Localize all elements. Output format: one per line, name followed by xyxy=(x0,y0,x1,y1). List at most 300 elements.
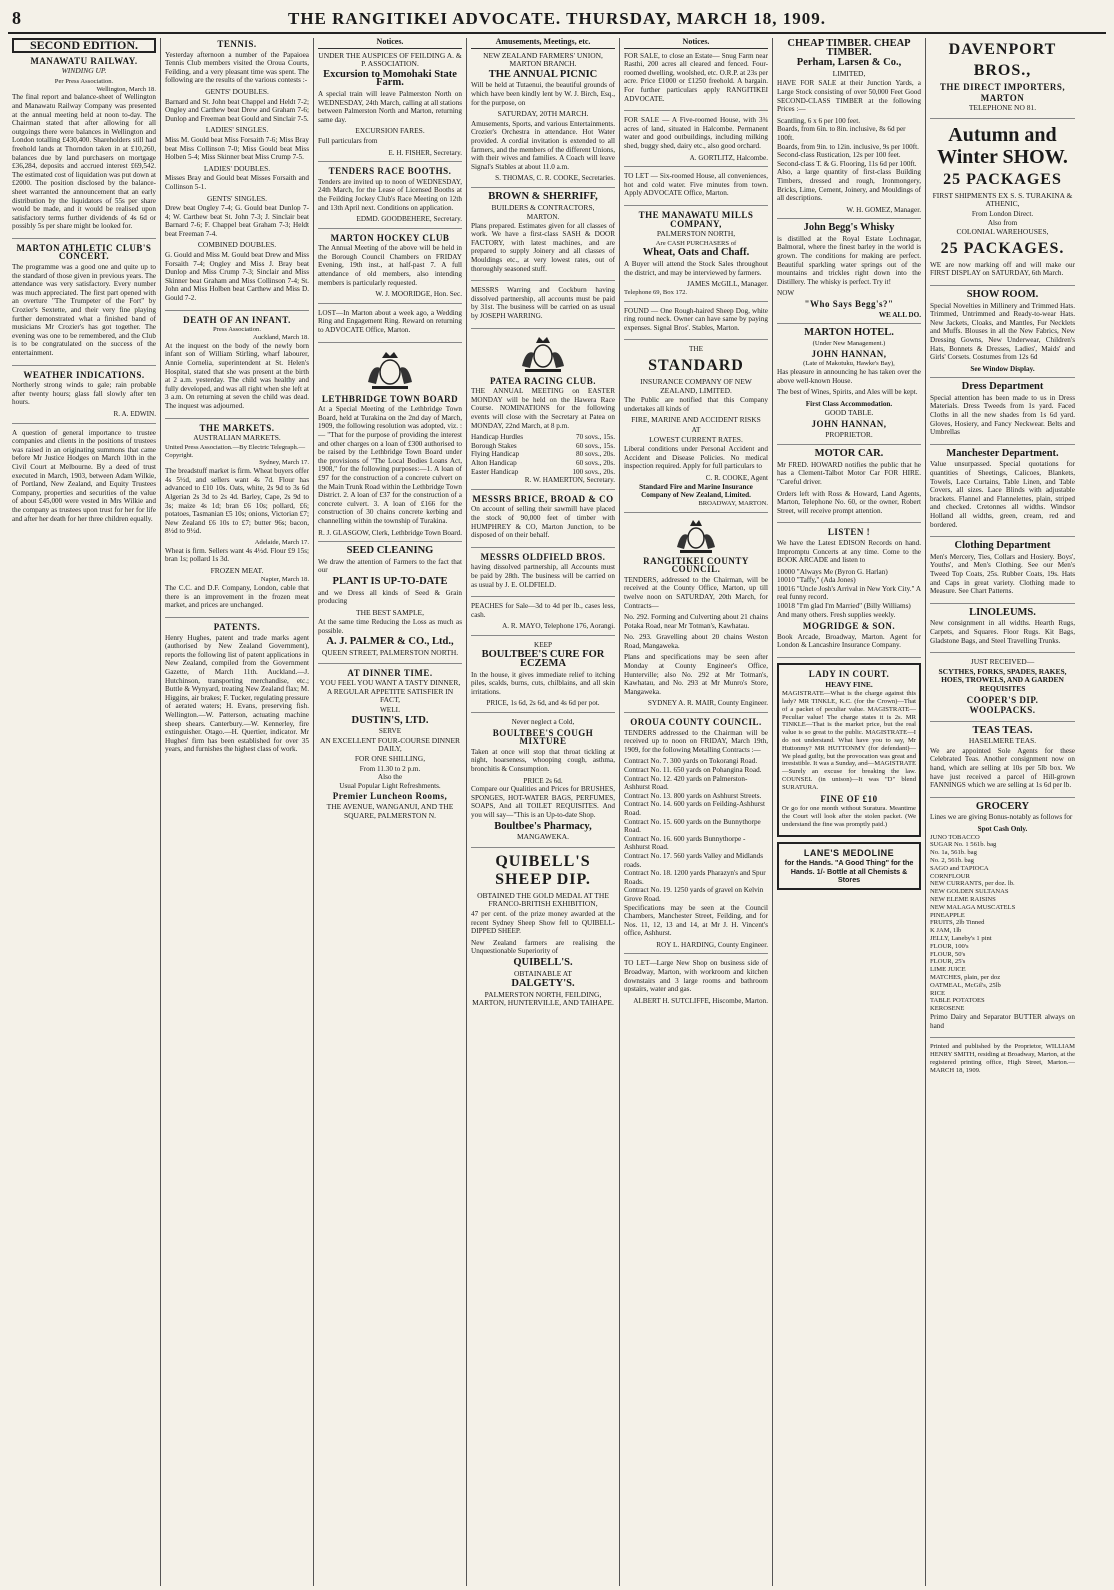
contract-item: Contract No. 17. 560 yards Valley and Midlands roads. xyxy=(624,851,764,869)
ad-signature: C. R. COOKE, Agent xyxy=(705,473,768,482)
ad-standard-insurance xyxy=(624,345,768,512)
imprint-text: Printed and published by the Proprietor, WILLIAM HENRY SMITH, residing at Broadway, Marton, at the registered printing office, High Street, Marton.—MARCH 18, 1909. xyxy=(930,1043,1075,1074)
ad-kicker: THE xyxy=(689,345,703,354)
article-title: THE MARKETS. xyxy=(199,422,275,433)
article-title: WEATHER INDICATIONS. xyxy=(23,369,145,380)
ad-subtitle: BUILDERS & CONTRACTORS, xyxy=(491,202,595,212)
ad-label: AT xyxy=(691,426,701,434)
ad-oldfield xyxy=(471,553,615,597)
record-item: 10000 "Always Me (Byron G. Harlan) xyxy=(777,567,888,576)
ad-body: In the house, it gives immediate relief to itching piles, scalds, burns, cuts, chilblains, and all skin irritations. xyxy=(471,670,615,696)
section-body: Barnard and St. John beat Chappel and Heldt 7-2; Ongley and Carthew beat Drew and Graham 7-6; Dunlop and Freeman beat Gould and Sinclair 7-5. xyxy=(165,97,309,123)
ad-body: PEACHES for Sale—3d to 4d per lb., cases less, cash. xyxy=(471,602,615,619)
ad-title: DAVENPORT xyxy=(948,41,1057,58)
ad-quibell-sheep-dip xyxy=(471,853,615,1013)
ad-company: Boultbee's Pharmacy, xyxy=(494,820,592,832)
ad-body: At a Special Meeting of the Lethbridge Town Board, held at Turakina on the 2nd day of March, 1909, the following resolution was adopted, viz. :— "That for the purpose of providing the interest and other charges on a loan of £300 authorised to be raised by the Lethbridge Town Board under the provisions of "The Local Bodies Loans Act, 1908," for the following purposes:—1. A loan of £97 for the construction of a concrete culvert on the Main Trunk Road within the Lethbridge Town District. 2. A loan of £37 for the construction of a concrete culvert. 3. A loan of £166 for the construction of 30 chains concrete kerbing and channelling within the township of Turakina. xyxy=(318,405,462,525)
ad-show-room xyxy=(930,288,1075,378)
section-body: Drew beat Ongley 7-4; G. Gould beat Dunlop 7-4; W. Carthew beat St. John 7-3; J. Sinclair beat Barnard 7-6; F. Chappel beat Graham 7-3; Heldt beat Freeman 7-4. xyxy=(165,204,309,238)
ad-price: PRICE, 1s 6d, 2s 6d, and 4s 6d per pot. xyxy=(486,699,600,708)
ad-label: PROPRIETOR. xyxy=(825,429,873,439)
ad-body: From London Direct. xyxy=(971,209,1034,218)
article-dateline: Wellington, March 18. xyxy=(96,85,156,93)
ad-body: Plans prepared. Estimates given for all classes of work. We have a first-class SASH & DOOR FACTORY, with latest machines, and are prepared to supply Joinery and all classes of Mouldings etc., at very lowest rates, out of thoroughly seasoned stuff. xyxy=(471,221,615,273)
section-label: GENTS' DOUBLES. xyxy=(205,86,269,96)
section-label: GENTS' SINGLES. xyxy=(206,193,268,203)
price-item: Second-class T. & G. Flooring, 11s 6d per 100ft. xyxy=(777,159,917,168)
contract-item: No. 292. Forming and Culverting about 21 chains Potaka Road, near Mr Totman's, Kawhatau. xyxy=(624,613,768,630)
ad-seed-cleaning xyxy=(318,547,462,664)
article-body: At the inquest on the body of the newly born infant son of William Stirling, wharf labourer, Annie Cornelia, superintendent at St. Helen's Hospital, stated that she was present at the birth at 2 a.m. yesterday. The child was healthy and fully developed, and was all right when she left at 3 a.m. On returning at seven the child was dead. The inquest was adjourned. xyxy=(165,341,309,410)
grocery-item: SAGO and TAPIOCA xyxy=(930,864,989,872)
ad-body: Also from xyxy=(987,218,1018,227)
ad-title: AT DINNER TIME. xyxy=(347,667,433,678)
section-title: TEAS TEAS. xyxy=(972,724,1033,736)
ad-body: Orders left with Ross & Howard, Land Agents, Marton, Telephone No. 60, or the owner, Robert Street, will receive prompt attention. xyxy=(777,489,921,515)
contract-item: Contract No. 18. 1200 yards Pharazyn's and Spur Roads. xyxy=(624,869,766,886)
grocery-item: KEROSENE xyxy=(930,1005,965,1013)
grocery-item: NEW CURRANTS, per doz. lb. xyxy=(930,880,1015,888)
section-label: Spot Cash Only. xyxy=(977,825,1028,834)
ad-boultbee-eczema xyxy=(471,641,615,713)
ad-signature: A. R. MAYO, Telephone 176, Aorangi. xyxy=(502,622,615,631)
ad-title: MARTON HOTEL. xyxy=(804,327,894,339)
ad-signature: JAMES McGILL, Manager. xyxy=(686,280,768,289)
ad-body: The best of Wines, Spirits, and Ales will be kept. xyxy=(777,388,918,397)
article-manawatu-railway xyxy=(12,57,156,239)
article-source: Per Press Association. xyxy=(54,77,114,85)
ad-body: Full particulars from xyxy=(318,136,378,145)
ad-body: MAGISTRATE—What is the charge against this lady? MR TINKLE, K.C. (for the Crown)—That of a packet of peculiar value. MAGISTRATE—Peculiar value! The charge states it is 2s. MR TINKLE—That is the market price, but the real value is so great to the public. MAGISTRATE—I do not understand. What have you to say, Mr Huttonmy? MR HUTTONMY (for defendant)—We plead guilty, but the provocation was great and irresistible. It was a Sunday, and—MAGISTRATE—Surely an excuse for breaking the law. COUNSEL (in unison)—It was "D" blend SURATURA. xyxy=(782,690,916,791)
second-edition-heading: SECOND EDITION. xyxy=(12,38,156,53)
ad-patea-racing xyxy=(471,334,615,490)
ad-title: THE MANAWATU MILLS COMPANY, xyxy=(638,209,754,229)
ad-company: Standard Fire and Marine Insurance Company of New Zealand, Limited. xyxy=(639,482,753,500)
ad-body: MESSRS Warring and Cockburn having dissolved partnership, all accounts must be paid by 31st. The business will be carried on as usual by JOSEPH WARRING. xyxy=(471,286,615,321)
ad-address: QUEEN STREET, PALMERSTON NORTH. xyxy=(321,648,459,658)
ad-body: Tenders are invited up to noon of WEDNESDAY, 24th March, for the Lease of Licensed Booths at the Feilding Jockey Club's Race Meeting on 12th and 13th April next. Conditions on application. xyxy=(318,177,462,212)
ad-kicker: NEW ZEALAND FARMERS' UNION, MARTON BRANCH. xyxy=(483,50,603,69)
section-title: COOPER'S DIP. xyxy=(966,694,1039,705)
ad-body: Compare our Qualities and Prices for BRUSHES, SPONGES, HOT-WATER BAGS, PERFUMES, SOAPS, And all TOILET REQUISITES. And you will say—"This is an Up-to-date Shop. xyxy=(471,785,615,819)
ad-subtitle: LIMITED, xyxy=(832,68,866,78)
section-body: Special attention has been made to us in Dress Materials. Dress Tweeds from 1s yard. Faced Cloths in all the new shades from 1s 6d yard. Gloves, Hosiery, and Fancy Neckwear. Belts and Umbrellas xyxy=(930,393,1075,437)
ad-title: RANGITIKEI COUNTY COUNCIL. xyxy=(643,555,749,575)
ad-body: Has pleasure in announcing he has taken over the above well-known House. xyxy=(777,368,921,385)
column-2 xyxy=(161,38,314,1586)
column-header: Notices. xyxy=(318,38,462,49)
ad-teas xyxy=(930,724,1075,798)
ad-body: THE ANNUAL MEETING on EASTER MONDAY will be held on the Hawera Race Course. NOMINATIONS for the following events will close with the Secretary at Patea on MONDAY, 22nd March, at 8 p.m. xyxy=(471,387,615,430)
ad-body: A Buyer will attend the Stock Sales throughout the district, and may be interviewed by farmers. xyxy=(624,260,768,277)
ad-body: Amusements, Sports, and various Entertainments. Crozier's Orchestra in attendance. Hot Water provided. A cordial invitation is extended to all farmers, and the members of the different Unions, with their wives and families. A Coach will leave Signal's Stables at about 11.0 a.m. xyxy=(471,119,615,171)
royal-crest-icon xyxy=(362,348,418,392)
ad-body: FOR SALE — A Five-roomed House, with 3¾ acres of land, situated in Halcombe. Permanent water and good outbuildings, including milking shed, buggy shed, dairy etc., also good orchard. xyxy=(624,116,768,150)
ad-body: At the same time Reducing the Loss as much as possible. xyxy=(318,618,462,635)
ad-body: HAVE FOR SALE at their Junction Yards, a Large Stock consisting of over 50,000 Feet Good SECOND-CLASS TIMBER at the following Prices :— xyxy=(777,79,921,114)
column-header: Amusements, Meetings, etc. xyxy=(471,38,615,49)
price-item: Boards, from 9in. to 12in. inclusive, 9s per 100ft. xyxy=(777,142,919,151)
ad-label: FIRE, MARINE AND ACCIDENT RISKS xyxy=(631,415,761,425)
ad-title: PATEA RACING CLUB. xyxy=(490,375,596,386)
ad-body: 47 per cent. of the prize money awarded at the recent Sydney Sheep Show fell to QUIBELL-DIPPED SHEEP. xyxy=(471,909,615,936)
contract-list xyxy=(624,757,768,903)
contract-item: Contract No. 12. 420 yards on Palmerston-Ashhurst Road. xyxy=(624,774,748,792)
section-title: Dress Department xyxy=(961,381,1044,393)
ad-body: Also the xyxy=(377,773,403,782)
article-dateline: Sydney, March 17. xyxy=(259,459,309,467)
ad-body: YOU FEEL YOU WANT A TASTY DINNER, A REGULAR APPETITE SATISFIER IN FACT, xyxy=(319,678,461,705)
section-body: SCYTHES, FORKS, SPADES, RAKES, HOES, TROWELS, AND A GARDEN REQUISITES xyxy=(938,666,1067,693)
price-item: Boards, from 6in. to 8in. inclusive, 8s 6d per 100ft. xyxy=(777,125,906,142)
ad-fine: FINE OF £10 xyxy=(820,793,878,804)
ad-body: WELL xyxy=(380,706,400,715)
ad-title: THE ANNUAL PICNIC xyxy=(488,68,598,80)
page-number: 8 xyxy=(12,8,21,28)
grocery-item: FRUITS, 2lb Tinned xyxy=(930,919,985,927)
ad-lost xyxy=(318,309,462,343)
ad-brand: QUIBELL'S. xyxy=(513,956,573,968)
ad-slogan: "Who Says Begg's?" xyxy=(804,299,894,310)
article-patents xyxy=(165,623,309,761)
article-body: A question of general importance to trustee companies and clients in the positions of trustees was raised in an originating summons that came before Mr Justice Hodges on March 10th in the Civil Court at Melbourne. By a deed of trust executed in March, 1903, between Adam Wilkie, of Portland, New Zealand, and Equity Trustees Company, properties and securities of the value of about £45,000 were vested in Mrs Wilkie and the company as trustees upon trust for her for life and after her death for her three children equally. xyxy=(12,428,156,523)
grocery-item: NEW ELEME RAISINS xyxy=(930,896,996,903)
ad-company: DALGETY'S. xyxy=(511,978,575,990)
ad-title: QUIBELL'S SHEEP DIP. xyxy=(495,852,591,888)
article-death-infant xyxy=(165,316,309,419)
record-item: 10016 "Uncle Josh's Arrival in New York City." A real funny record. xyxy=(777,584,921,602)
ad-body: FOR ONE SHILLING, xyxy=(354,754,426,763)
article-title: MANAWATU RAILWAY. xyxy=(30,55,138,66)
section-label: LADIES' SINGLES. xyxy=(205,125,269,135)
ad-towns: PALMERSTON NORTH, FEILDING, MARTON, HUNTERVILLE, AND TAIHAPE. xyxy=(472,989,614,1008)
section-body: G. Gould and Miss M. Gould beat Drew and Miss Forsaith 7-4; Ongley and Miss J. Bray beat Dunlop and Miss Crump 7-3; Sinclair and Miss Skinner beat Graham and Miss Collinson 7-4; St. John and Miss Holben beat Carthew and Miss D. Gould 7-2. xyxy=(165,251,309,303)
article-dateline: Auckland, March 18. xyxy=(252,334,309,342)
ad-body: having dissolved partnership, all Accounts must be paid by 28th. The business will be carried on as usual by J. E. OLDFIELD. xyxy=(471,563,615,589)
ad-body: The Annual Meeting of the above will be held in the Borough Council Chambers on FRIDAY Evening, 19th inst., at half-past 7. A full attendance of old members, also intending members is particularly requested. xyxy=(318,244,462,287)
ad-body: TO LET—Large New Shop on business side of Broadway, Marton, with workroom and kitchen downstairs and 3 large rooms and bathroom upstairs, water and gas. xyxy=(624,959,768,994)
ad-label: OBTAINABLE AT xyxy=(514,968,572,978)
ad-garden xyxy=(930,658,1075,722)
article-title: DEATH OF AN INFANT. xyxy=(183,314,291,325)
grocery-item: No. 2, 561b. bag xyxy=(930,857,974,865)
article-trustees xyxy=(12,429,156,531)
race-item: Borough Stakes 60 sovs., 15s. xyxy=(471,441,615,450)
ad-body: From 11.30 to 2 p.m. xyxy=(359,764,421,773)
columns xyxy=(8,38,1106,1586)
grocery-item: JELLY, Laneby's 1 pint xyxy=(930,934,992,942)
grocery-item: SUGAR No. 1 561b. bag xyxy=(930,841,997,849)
contract-item: Contract No. 14. 600 yards on Feilding-Ashhurst Road. xyxy=(624,800,765,817)
ad-kicker: KEEP xyxy=(534,640,552,649)
ad-title: MARTON HOCKEY CLUB xyxy=(330,232,450,243)
ad-body: FIRST SHIPMENTS EX S. S. TURAKINA & ATHENIC, xyxy=(932,190,1073,209)
ad-body: FOR SALE, to close an Estate— Snug Farm near Rasthi, 200 acres all cleared and fenced. Four-roomed dwelling, woolshed, etc. O.R.P. at 23s per acre. Price £1000 or £1250 freehold. A bargain. For further particulars apply RANGITIKEI ADVOCATE. xyxy=(624,51,768,103)
grocery-item: CORNFLOUR xyxy=(930,872,970,880)
ad-body: COLONIAL WAREHOUSES, xyxy=(956,227,1049,237)
grocery-item: PINEAPPLE xyxy=(930,911,965,919)
contract-item: No. 293. Gravelling about 20 chains Weston Road, Mangaweka. xyxy=(624,633,768,650)
ad-signature: E. H. FISHER, Secretary. xyxy=(388,148,462,157)
article-body: Henry Hughes, patent and trade marks agent (authorised by New Zealand Government), reports the following list of patent applications in New Zealand, compiled from the Government Gazette, of March 11th. Auckland.—J. Hutchinson, transporting merchandise, etc.; Buttle & Wynyard, treating New Zealand flax; M. Higgins, air brakes; F. Tucker, regulating pressure of aerated waters; H. Evans, preserving fish. Wellington.—W. Patterson, actuating machine sheep shears. Canterbury.—W. Kennerley, fire extinguisher. Otago.—H. Quertier, indicator. Mr Hughes' firm has been established for over 35 years, and furnishes the highest class of work. xyxy=(165,633,309,754)
ad-title: John Begg's Whisky xyxy=(803,222,895,234)
section-body: Primo Dairy and Separator BUTTER always on hand xyxy=(930,1012,1075,1030)
section-title: Clothing Department xyxy=(954,540,1051,552)
ad-title: STANDARD xyxy=(648,357,744,375)
grocery-item: FLOUR, 25's xyxy=(930,958,966,966)
section-label: JUST RECEIVED— xyxy=(970,657,1035,667)
ad-packages: 25 PACKAGES. xyxy=(940,239,1065,257)
ad-subtitle: INSURANCE COMPANY OF NEW ZEALAND, LIMITED. xyxy=(640,377,752,395)
ad-body: The Public are notified that this Company undertakes all kinds of xyxy=(624,396,768,413)
grocery-item: No. 1a, 561b. bag xyxy=(930,849,977,857)
ad-address: THE AVENUE, WANGANUI, AND THE SQUARE, PALMERSTON N. xyxy=(326,801,454,820)
article-athletic-concert xyxy=(12,244,156,366)
ad-title: LETHBRIDGE TOWN BOARD xyxy=(321,393,459,404)
ad-label: See Window Display. xyxy=(970,364,1035,373)
article-dateline: Adelaide, March 17. xyxy=(254,538,309,546)
ad-subtitle: THE DIRECT IMPORTERS, xyxy=(939,82,1066,92)
section-label: COMBINED DOUBLES. xyxy=(197,240,277,250)
ad-body: for the Hands. "A Good Thing" for the Hands. 1/- Bottle at all Chemists & Stores xyxy=(784,858,914,885)
race-item: Alton Handicap 60 sovs., 20s. xyxy=(471,458,615,467)
article-body: Wheat is firm. Sellers want 4s 4½d. Flour £9 15s; bran 1s; pollard 1s 3d. xyxy=(165,546,309,564)
ad-estate-sale xyxy=(624,52,768,112)
ad-marton-hotel xyxy=(777,329,921,445)
column-3 xyxy=(314,38,467,1586)
ad-shop-let xyxy=(624,959,768,1009)
ad-title: MESSRS OLDFIELD BROS. xyxy=(480,551,606,562)
ad-date: SATURDAY, 20TH MARCH. xyxy=(497,109,589,119)
ad-body: LOST—In Marton about a week ago, a Wedding Ring and Engagement Ring. Reward on returning to ADVOCATE Office, Marton. xyxy=(318,308,462,335)
ad-body: Or go for one month without Suratura. Meantime the Court will look after the stolen packet. (We understand the fine was promptly paid.) xyxy=(782,805,916,828)
ad-dress-dept xyxy=(930,383,1075,445)
ad-town: MANGAWEKA. xyxy=(516,832,570,842)
ad-name: JOHN HANNAN, xyxy=(811,348,887,359)
newspaper-title: THE RANGITIKEI ADVOCATE. THURSDAY, MARCH 18, 1909. xyxy=(287,9,827,28)
ad-body: Will be held at Tutaenui, the beautiful grounds of which have been kindly lent by W. J. Birch, Esq., for the purpose, on xyxy=(471,81,615,107)
ad-body: We have the Latest EDISON Records on hand. Impromptu Concerts at any time. Come to the BOOK ARCADE and listen to xyxy=(777,538,921,565)
ad-title: LISTEN ! xyxy=(827,527,871,538)
ad-body: Specifications may be seen at the Council Chambers, Manchester Street, Feilding, and for Nos. 11, 12, 13 and 14, at Mr J. H. Vincent's office, Ashhurst. xyxy=(624,903,768,938)
article-body: The breadstuff market is firm. Wheat buyers offer 4s 5½d, and sellers want 4s 7d. Flour has advanced to £10 10s. Oats, white, 2s 9d to 3s 6d Algerian 2s 3d to 2s 4d. Barley, Cape, 2s 9d to 3s; maize 4s 1d; bran £6 10s; pollard, £6; potatoes, Tasmanian £5 10s; onions, Victorian £7; New Zealand £6 10s to £7; butter 96s; bacon, 8½d to 9½d. xyxy=(165,467,309,536)
ad-tagline: WE ALL DO. xyxy=(878,310,921,319)
section-label: HASELMERE TEAS. xyxy=(968,736,1037,746)
contract-item: Contract No. 13. 800 yards on Ashhurst Streets. xyxy=(624,791,762,800)
ad-body: Usual Popular Light Refreshments. xyxy=(339,781,441,790)
ad-body: TO LET — Six-roomed House, all conveniences, hot and cold water. Five minutes from town. Apply ADVOCATE Office, Marton. xyxy=(624,172,768,198)
ad-company: Premier Luncheon Rooms, xyxy=(332,791,448,802)
ad-title: LADY IN COURT. xyxy=(808,669,890,680)
ad-telephone: TELEPHONE NO 81. xyxy=(968,103,1037,113)
race-item: Handicap Hurdles 70 sovs., 15s. xyxy=(471,433,615,442)
ad-cheap-timber xyxy=(777,40,921,219)
ad-dinner-time xyxy=(318,669,462,826)
section-body: Lines we are giving Bonus-notably as follows for xyxy=(930,813,1073,822)
article-title: PATENTS. xyxy=(213,622,261,633)
ad-boultbee-cough xyxy=(471,718,615,848)
section-body: We are appointed Sole Agents for these Celebrated Teas. Another consignment now on hand, which are selling at 10s per 5lb box. We have just received a parcel of Hill-grown FANNINGS which we are selling at 1s 6d per lb. xyxy=(930,746,1075,790)
royal-crest-icon xyxy=(671,518,721,554)
ad-signature: R. W. HAMERTON, Secretary. xyxy=(524,476,615,485)
column-5 xyxy=(620,38,773,1586)
article-body: The programme was a good one and quite up to the standard of those given in previous years. The attendance was very satisfactory. Every number was much appreciated. The first part opened with an overture "The Trumpeter of the Fort" by Crozier's Sextette, and their very fine playing further demonstrated what a finished band of musicians Mr Crozier's has got together. The evening was one to be remembered, and the Club is to be congratulated on the success of the entertainment. xyxy=(12,263,156,357)
ad-body: Mr FRED. HOWARD notifies the public that he has a Clement-Talbot Motor Car FOR HIRE. "Careful driver. xyxy=(777,460,921,486)
ad-body: FOUND — One Rough-haired Sheep Dog, white ring round neck. Owner can have same by paying expenses. Signal Bros'. Stables, Marton. xyxy=(624,306,768,332)
ad-lanes-medoline xyxy=(777,842,921,890)
article-weather xyxy=(12,371,156,424)
ad-brown-sherriff xyxy=(471,190,615,281)
ad-title: MOTOR CAR. xyxy=(814,448,884,460)
grocery-item: RICE xyxy=(930,989,946,997)
price-item: Second-class Rustication, 12s per 100 feet. xyxy=(777,151,901,160)
grocery-item: K JAM, 1lb xyxy=(930,927,962,935)
ad-lady-in-court xyxy=(777,663,921,837)
ad-kicker: UNDER THE AUSPICES OF FEILDING A. & P. ASSOCIATION. xyxy=(318,50,462,69)
ad-address: BROADWAY, MARTON. xyxy=(698,499,768,507)
ad-grocery xyxy=(930,800,1075,1038)
ad-motor-car xyxy=(777,450,921,523)
article-dateline: Napier, March 18. xyxy=(260,576,309,584)
ad-warring xyxy=(471,286,615,328)
article-tennis xyxy=(165,40,309,311)
ad-davenport-header xyxy=(930,41,1075,119)
ad-house-let xyxy=(624,172,768,206)
ad-goods: Wheat, Oats and Chaff. xyxy=(642,247,750,259)
contract-item: Contract No. 11. 650 yards on Pohangina Road. xyxy=(624,766,762,775)
race-item: Easter Handicap 100 sovs., 20s. xyxy=(471,467,615,476)
ad-lethbridge-town-board xyxy=(318,348,462,543)
section-body: New consignment in all widths. Hearth Rugs, Carpets, and Squares. Floor Rugs. Kit Bags, Gladstone Bags, and Steel Travelling Trunks. xyxy=(930,619,1075,645)
ad-title: CHEAP TIMBER. CHEAP TIMBER. xyxy=(787,38,911,58)
ad-telephone: Telephone 69, Box 172. xyxy=(624,288,688,296)
section-body: Miss M. Gould beat Miss Forsaith 7-6; Miss Bray beat Miss Collinson 7-0; Miss Gould beat Miss Holben 5-4; Miss Skinner beat Miss Crump 7-5. xyxy=(165,135,309,162)
ad-label: LOWEST CURRENT RATES. xyxy=(649,434,743,444)
ad-title: MESSRS BRICE, BROAD & CO xyxy=(472,493,614,504)
ad-title: LANE'S MEDOLINE xyxy=(803,847,895,858)
ad-manchester-dept xyxy=(930,447,1075,537)
ad-listen-records xyxy=(777,528,921,658)
ad-signature: A. GORTLITZ, Halcombe. xyxy=(689,153,768,162)
ad-label: THE BEST SAMPLE, xyxy=(356,607,424,617)
ad-signature: R. J. GLASGOW, Clerk, Lethbridge Town Board. xyxy=(318,528,462,537)
grocery-item: MATCHES, plain, per doz xyxy=(930,973,1001,981)
ad-company: DUSTIN'S, LTD. xyxy=(351,714,429,726)
ad-subtitle: HEAVY FINE. xyxy=(825,679,873,689)
article-title: MARTON ATHLETIC CLUB'S CONCERT. xyxy=(16,242,152,262)
section-title: Manchester Department. xyxy=(946,447,1059,459)
ad-clothing-dept xyxy=(930,542,1075,604)
contract-item: Contract No. 16. 600 yards Bunnythorpe - Ashhurst Road. xyxy=(624,834,746,852)
ad-signature: ROY L. HARDING, County Engineer. xyxy=(656,940,768,949)
ad-peaches xyxy=(471,602,615,636)
masthead xyxy=(8,6,1106,34)
section-title: LINOLEUMS. xyxy=(969,606,1036,618)
column-header: Notices. xyxy=(624,38,768,49)
grocery-item: LIME JUICE xyxy=(930,966,966,974)
ad-body: Also, a large quantity of first-class Building Timbers, dressed and rough, Ironmongery, Bricks, Lime, Cement, Joinery, and Mouldings of all descriptions. xyxy=(777,168,921,203)
contract-item: Contract No. 19. 1250 yards of gravel on Kelvin Grove Road. xyxy=(624,886,764,903)
ad-label: NOW xyxy=(777,289,795,298)
grocery-item: NEW GOLDEN SULTANAS xyxy=(930,888,1009,896)
ad-oroua-county xyxy=(624,718,768,954)
ad-packages: 25 PACKAGES xyxy=(943,170,1062,188)
royal-crest-icon xyxy=(515,334,571,374)
ad-town: PALMERSTON NORTH, xyxy=(656,229,736,239)
ad-body: AN EXCELLENT FOUR-COURSE DINNER DAILY, xyxy=(319,735,461,754)
grocery-item: NEW MALAGA MUSCATELS xyxy=(930,903,1016,911)
ad-town: MARTON xyxy=(980,92,1025,103)
section-title: WOOLPACKS. xyxy=(969,705,1036,716)
article-markets xyxy=(165,424,309,618)
ad-excursion xyxy=(318,52,462,163)
ad-company: A. J. PALMER & CO., Ltd., xyxy=(326,636,454,648)
ad-begg-whisky xyxy=(777,224,921,324)
grocery-item: FLOUR, 50's xyxy=(930,950,966,958)
article-title: TENNIS. xyxy=(217,39,257,49)
section-label: FROZEN MEAT. xyxy=(210,565,264,575)
column-6 xyxy=(773,38,926,1586)
ad-company: Perham, Larsen & Co., xyxy=(796,57,902,69)
column-7 xyxy=(926,38,1079,1586)
ad-signature: EDMD. GOODBEHERE, Secretary. xyxy=(356,215,462,224)
ad-highlight: PLANT IS UP-TO-DATE xyxy=(332,575,448,587)
section-label: AUSTRALIAN MARKETS. xyxy=(193,433,281,443)
article-signature: R. A. EDWIN. xyxy=(113,409,156,418)
article-body: Yesterday afternoon a number of the Papaioea Tennis Club members visited the Oroua Courts, Feilding, and a very pleasant time was spent. The following are the results of the various contests :- xyxy=(165,50,309,85)
ad-brice-broad xyxy=(471,495,615,548)
contract-item: Contract No. 7. 300 yards on Tokorangi Road. xyxy=(624,757,758,766)
ad-body: A special train will leave Palmerston North on WEDNESDAY, 24th March, calling at all stations between Palmerston North and Marton, returning same day. xyxy=(318,89,462,124)
ad-autumn-winter-show xyxy=(930,124,1075,286)
article-subtitle: WINDING UP. xyxy=(61,66,107,76)
ad-title: OROUA COUNTY COUNCIL. xyxy=(630,717,762,728)
ad-title: BROS., xyxy=(973,62,1032,79)
ad-title: BOULTBEE'S COUGH MIXTURE xyxy=(492,727,594,747)
ad-signature: W. H. GOMEZ, Manager. xyxy=(846,205,921,214)
section-body: Special Novelties in Millinery and Trimmed Hats. Trimmed, Untrimmed and Ready-to-wear Hats. New Jackets, Cloaks, and Mantles, Fur Necklets and Muffs. Blouses in all the New Fabrics, New Dressing Gowns, New Underwear, Children's Hats, Bonnets & Dresses, Ladies', Maids' and Girls' Corsets. Costumes from 12s 6d xyxy=(930,301,1075,362)
ad-signature: S. THOMAS, C. R. COOKE, Secretaries. xyxy=(495,174,615,183)
grocery-item: FLOUR, 100's xyxy=(930,942,969,950)
record-item: 10010 "Taffy," (Ada Jones) xyxy=(777,576,856,585)
ad-signature: SYDNEY A. R. MAIR, County Engineer. xyxy=(647,699,768,708)
ad-subtitle: (Under New Management.) xyxy=(812,339,886,347)
ad-body: Liberal conditions under Personal Accident and Accident and Disease Policies. No medical inspection required. Apply for full particulars to xyxy=(624,445,768,471)
race-item: Flying Handicap 80 sovs., 20s. xyxy=(471,450,615,459)
price-list xyxy=(777,117,921,169)
ad-linoleums xyxy=(930,606,1075,653)
ad-rangitikei-county xyxy=(624,518,768,714)
section-title: GROCERY xyxy=(975,800,1030,812)
race-list xyxy=(471,433,615,476)
ad-name: JOHN HANNAN, xyxy=(811,418,887,429)
column-1 xyxy=(8,38,161,1586)
grocery-list xyxy=(930,834,1075,1013)
section-body: Men's Mercery, Ties, Collars and Hosiery. Boys', Youths', and Men's Clothing. See our Men's Tweed Top Coats, 25s. Rubber Coats, 19s. Hats and Caps in great variety. Clothing made to Measure. See Chart Patterns. xyxy=(930,552,1075,596)
section-body: Misses Bray and Gould beat Misses Forsaith and Collinson 5-1. xyxy=(165,174,309,191)
ad-label: GOOD TABLE. xyxy=(824,408,874,418)
grocery-item: JUNO TOBACCO xyxy=(930,833,980,841)
ad-title: SEED CLEANING xyxy=(346,545,434,557)
ad-title: BROWN & SHERRIFF, xyxy=(488,190,598,202)
ad-manawatu-mills xyxy=(624,211,768,302)
ad-body: On account of selling their sawmill have placed the stock of 90,000 feet of timber with HUMPHREY & CO, Marton Junction, to be disposed of on their behalf. xyxy=(471,505,615,540)
ad-body: SERVE xyxy=(378,727,402,736)
ad-hockey-club xyxy=(318,234,462,304)
ad-body: and we Dress all kinds of Seed & Grain producing xyxy=(318,588,462,606)
ad-house-sale xyxy=(624,116,768,167)
ad-body: And many others. Fresh supplies weekly. xyxy=(777,610,896,619)
